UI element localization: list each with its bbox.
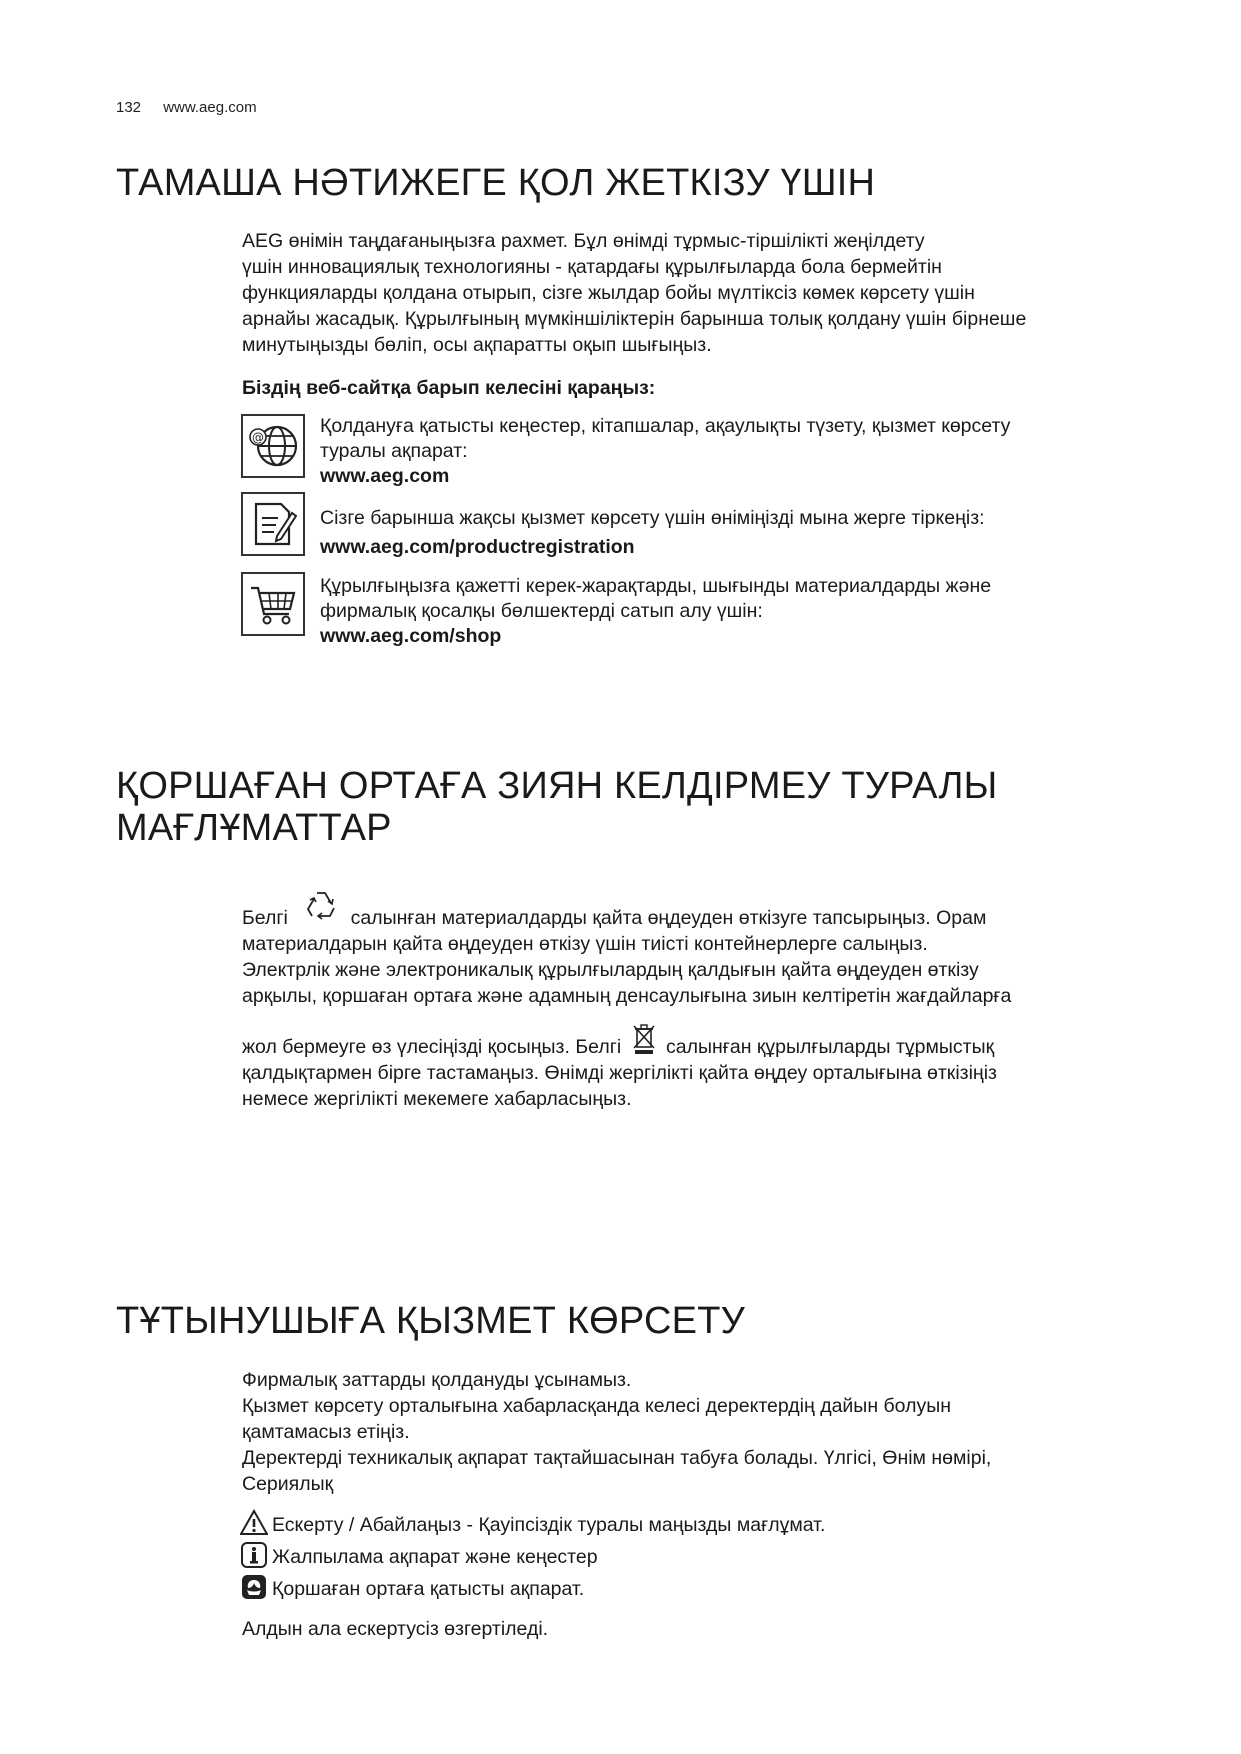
cs-line: Сериялық <box>242 1473 334 1495</box>
cs-line: Фирмалық заттарды қолдануды ұсынамыз. <box>242 1369 632 1391</box>
link-shop <box>320 574 1140 649</box>
intro-line: арнайы жасадық. Құрылғының мүмкіншіліктерін барынша толық қолдану үшін бірнеше <box>242 308 1027 330</box>
title-line: ҚОРШАҒАН ОРТАҒА ЗИЯН КЕЛДІРМЕУ ТУРАЛЫ <box>116 765 998 807</box>
legend-text: Жалпылама ақпарат және кеңестер <box>272 1546 598 1568</box>
intro-paragraph <box>242 228 1142 358</box>
env-text: салынған материалдарды қайта өңдеуден өткізуге тапсырыңыз. Орам <box>350 907 987 929</box>
svg-text:@: @ <box>252 430 264 445</box>
intro-line: функцияларды қолдана отырып, сізге жылдар бойы мүлтіксіз көмек көрсету үшін <box>242 282 975 304</box>
visit-heading: Біздің веб-сайтқа барып келесіні қараңыз: <box>242 377 656 399</box>
crossed-bin-icon <box>631 1023 657 1055</box>
env-text: арқылы, қоршаған ортаға және адамның денсаулығына зиын келтіретін жағдайларға <box>242 985 1012 1007</box>
env-text: Электрлік және электроникалық құрылғылардың қалдығын қайта өңдеуден өткізу <box>242 959 979 981</box>
link-text: Құрылғыңызға қажетті керек-жарақтарды, шығынды материалдарды және <box>320 575 992 597</box>
url-aeg-home[interactable]: www.aeg.com <box>320 465 450 487</box>
section-title-results: ТАМАША НӘТИЖЕГЕ ҚОЛ ЖЕТКІЗУ ҮШІН <box>116 162 876 204</box>
page-number: 132 <box>116 99 142 116</box>
recycle-icon <box>301 888 341 922</box>
registration-form-icon <box>241 492 305 556</box>
link-text: фирмалық қосалқы бөлшектерді сатып алу үшін: <box>320 600 763 622</box>
link-text: Қолдануға қатысты кеңестер, кітапшалар, ақаулықты түзету, қызмет көрсету <box>320 415 1011 437</box>
legend-text: Қоршаған ортаға қатысты ақпарат. <box>272 1578 585 1600</box>
legend-environment <box>240 1573 584 1602</box>
customer-service-paragraph <box>242 1367 1142 1497</box>
legend-warning <box>240 1509 825 1538</box>
info-icon <box>240 1541 268 1569</box>
env-text: материалдарын қайта өңдеуден өткізу үшін тиісті контейнерлерге салыңыз. <box>242 933 928 955</box>
env-text: Белгі <box>242 907 288 929</box>
environment-paragraph <box>242 888 1142 1112</box>
cs-line: Қызмет көрсету орталығына хабарласқанда келесі деректердің дайын болуын <box>242 1395 952 1417</box>
shopping-cart-icon <box>241 572 305 636</box>
link-info-support <box>320 414 1140 489</box>
section-title-environment <box>116 765 997 849</box>
cs-line: қамтамасыз етіңіз. <box>242 1421 410 1443</box>
site-url[interactable]: www.aeg.com <box>163 99 257 116</box>
warning-icon <box>240 1509 268 1537</box>
link-text: туралы ақпарат: <box>320 440 468 462</box>
env-text: жол бермеуге өз үлесіңізді қосыңыз. Белгі <box>242 1036 622 1058</box>
globe-at-icon <box>241 414 305 478</box>
env-text: салынған құрылғыларды тұрмыстық <box>666 1036 995 1058</box>
intro-line: AEG өнімін таңдағаныңызға рахмет. Бұл өнімді тұрмыс-тіршілікті жеңілдету <box>242 230 925 252</box>
intro-line: минутыңызды бөліп, осы ақпаратты оқып шығыңыз. <box>242 334 712 356</box>
link-product-registration <box>320 506 1140 560</box>
footer-note: Алдын ала ескертусіз өзгертіледі. <box>242 1618 549 1640</box>
intro-line: үшін инновациялық технологияны - қатардағы құрылғыларда бола бермейтін <box>242 256 942 278</box>
section-title-customer-service: ТҰТЫНУШЫҒА ҚЫЗМЕТ КӨРСЕТУ <box>116 1300 745 1342</box>
legend-info <box>240 1541 598 1570</box>
env-text: қалдықтармен бірге тастамаңыз. Өнімді жергілікті қайта өңдеу орталығына өткізіңіз <box>242 1062 997 1084</box>
env-text: немесе жергілікті мекемеге хабарласыңыз. <box>242 1088 632 1110</box>
environment-icon <box>240 1573 268 1601</box>
legend-text: Ескерту / Абайлаңыз - Қауіпсіздік туралы маңызды мағлұмат. <box>272 1514 826 1536</box>
page-header <box>116 99 257 116</box>
link-text: Сізге барынша жақсы қызмет көрсету үшін өніміңізді мына жерге тіркеңіз: <box>320 507 985 529</box>
cs-line: Деректерді техникалық ақпарат тақтайшасынан табуға болады. Үлгісі, Өнім нөмірі, <box>242 1447 992 1469</box>
url-product-registration[interactable]: www.aeg.com/productregistration <box>320 536 635 558</box>
title-line: МАҒЛҰМАТТАР <box>116 807 392 849</box>
url-shop[interactable]: www.aeg.com/shop <box>320 625 502 647</box>
